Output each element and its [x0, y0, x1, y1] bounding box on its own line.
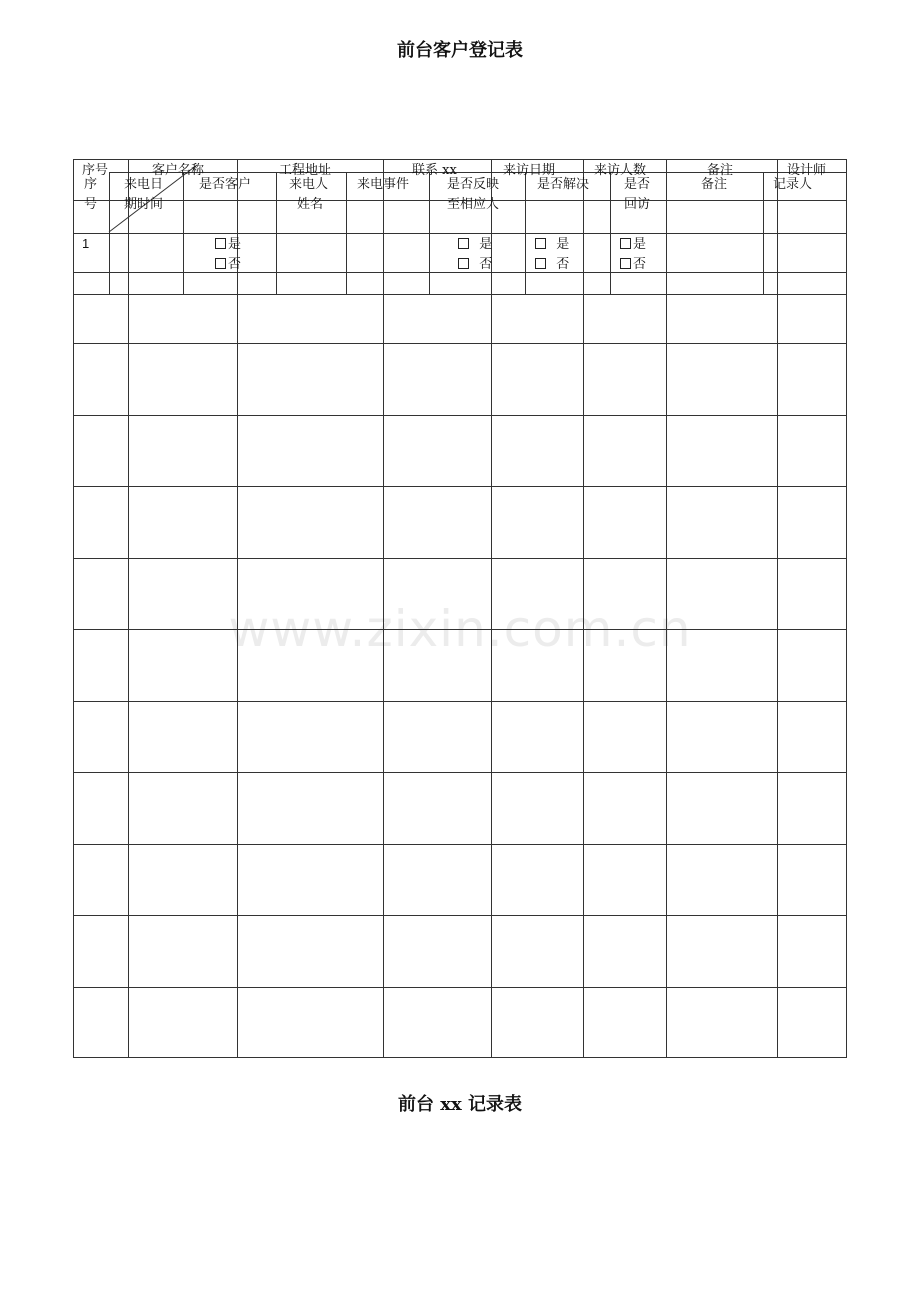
checkbox-is-customer-no[interactable]	[215, 255, 241, 275]
checkbox-icon	[535, 258, 546, 269]
header-resolved: 是否解决	[537, 177, 590, 192]
checkbox-icon	[215, 238, 226, 249]
checkbox-label: 否	[228, 257, 242, 272]
checkbox-feedback-no[interactable]	[458, 255, 492, 275]
page-title: 前台客户登记表	[397, 40, 523, 61]
checkbox-icon	[620, 238, 631, 249]
checkbox-label: 否	[556, 257, 570, 272]
checkbox-label: 是	[556, 237, 570, 252]
header-call-date-line1: 来电日	[124, 177, 164, 192]
back-header-customer-name: 客户名称	[152, 163, 205, 178]
footer-title: 前台 xx 记录表	[398, 1094, 522, 1115]
checkbox-icon	[458, 238, 469, 249]
header-remark: 备注	[701, 177, 728, 192]
header-caller-line1: 来电人	[289, 177, 329, 192]
back-header-project-address: 工程地址	[279, 163, 332, 178]
checkbox-icon	[215, 258, 226, 269]
header-caller-line2: 姓名	[297, 197, 324, 212]
header-recorder: 记录人	[773, 177, 813, 192]
back-header-visit-date: 来访日期	[503, 163, 556, 178]
checkbox-feedback-yes[interactable]	[458, 235, 492, 255]
back-header-designer: 设计师	[787, 163, 827, 178]
back-header-remark: 备注	[707, 163, 734, 178]
header-revisit-line2: 回访	[624, 197, 651, 212]
back-header-visitor-count: 来访人数	[594, 163, 647, 178]
header-seq-line2: 号	[84, 197, 98, 212]
checkbox-label: 否	[479, 257, 493, 272]
checkbox-icon	[458, 258, 469, 269]
checkbox-resolved-yes[interactable]	[535, 235, 569, 255]
checkbox-label: 是	[633, 237, 647, 252]
watermark: www.zixin.com.cn	[228, 600, 692, 658]
header-seq-line1: 序	[84, 177, 98, 192]
header-call-date-line2: 期时间	[124, 197, 164, 212]
header-feedback-line2: 至相应人	[447, 197, 500, 212]
header-call-event: 来电事件	[357, 177, 410, 192]
back-header-contact: 联系 xx	[412, 163, 457, 178]
checkbox-is-customer-yes[interactable]	[215, 235, 241, 255]
checkbox-resolved-no[interactable]	[535, 255, 569, 275]
checkbox-label: 是	[228, 237, 242, 252]
checkbox-revisit-yes[interactable]	[620, 235, 646, 255]
checkbox-label: 否	[633, 257, 647, 272]
checkbox-icon	[535, 238, 546, 249]
row1-seq: 1	[82, 236, 90, 251]
checkbox-icon	[620, 258, 631, 269]
checkbox-label: 是	[479, 237, 493, 252]
header-is-customer: 是否客户	[199, 177, 252, 192]
header-revisit-line1: 是否	[624, 177, 651, 192]
header-feedback-line1: 是否反映	[447, 177, 500, 192]
checkbox-revisit-no[interactable]	[620, 255, 646, 275]
back-header-seq: 序号	[82, 163, 109, 178]
